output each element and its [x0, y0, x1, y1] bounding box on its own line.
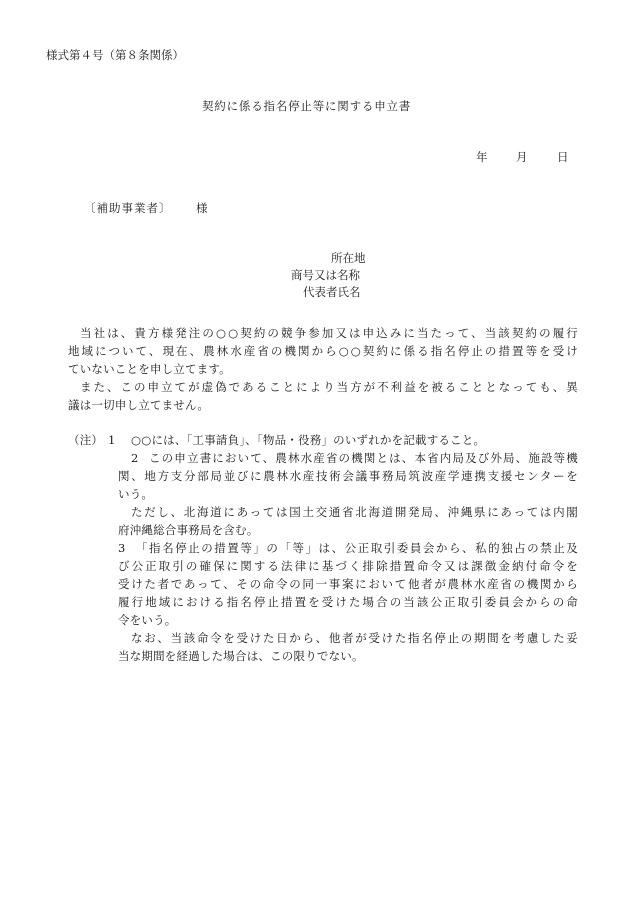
notes-label: （注） — [68, 433, 104, 447]
para2-line2: 議は一切申し立てません。 — [68, 398, 210, 412]
note-2-line1: この申立書において、農林水産省の機関とは、本省内局及び外局、施設等機 — [149, 451, 578, 465]
address-label: 所在地 — [331, 251, 366, 265]
document-title: 契約に係る指名停止等に関する申立書 — [202, 99, 412, 113]
note-2-sub-line2: 府沖縄総合事務局を含む。 — [118, 523, 259, 537]
para1-line3: ていないことを申し立てます。 — [68, 362, 231, 376]
note-2-line3: いう。 — [118, 487, 154, 501]
date-day: 日 — [557, 150, 569, 164]
note-3-line4: 履行地域における指名停止措置を受けた場合の当該公正取引委員会からの命 — [118, 595, 578, 609]
para1-line2: 地域について、現在、農林水産省の機関から○○契約に係る指名停止の措置等を受け — [68, 344, 578, 358]
note-2-line2: 関、地方支分部局並びに農林水産技術会議事務局筑波産学連携支援センターを — [118, 469, 578, 483]
addressee-honorific: 様 — [196, 201, 208, 215]
note-3-line2: び公正取引の確保に関する法律に基づく排除措置命令又は課徴金納付命令を — [118, 559, 578, 573]
note-3-sub-line2: 当な期間を経過した場合は、この限りでない。 — [118, 649, 364, 663]
note-1-line1: ○○には、「工事請負」、「物品・役務」のいずれかを記載すること。 — [131, 433, 486, 447]
note-3-line5: 令をいう。 — [118, 613, 177, 627]
note-2-sub-line1: ただし、北海道にあっては国土交通省北海道開発局、沖縄県にあっては内閣 — [131, 505, 578, 519]
note-3-line1: 「指名停止の措置等」の「等」は、公正取引委員会から、私的独占の禁止及 — [136, 541, 578, 555]
para2-line1: また、この申立てが虚偽であることにより当方が不利益を被ることとなっても、異 — [80, 380, 578, 394]
addressee-name: 〔補助事業者〕 — [84, 201, 172, 215]
para1-line1: 当社は、貴方様発注の○○契約の競争参加又は申込みに当たって、当該契約の履行 — [80, 326, 578, 340]
representative-label: 代表者氏名 — [303, 285, 361, 299]
date-year: 年 — [476, 150, 488, 164]
company-label: 商号又は名称 — [291, 268, 360, 282]
note-number-2: 2 — [131, 451, 139, 465]
note-number-1: 1 — [108, 433, 116, 447]
note-3-line3: 受けた者であって、その命令の同一事案において他者が農林水産省の機関から — [118, 577, 578, 591]
date-month: 月 — [516, 150, 528, 164]
form-number: 様式第４号（第８条関係） — [46, 48, 184, 62]
note-3-sub-line1: なお、当該命令を受けた日から、他者が受けた指名停止の期間を考慮した妥 — [131, 631, 578, 645]
note-number-3: 3 — [118, 541, 126, 555]
